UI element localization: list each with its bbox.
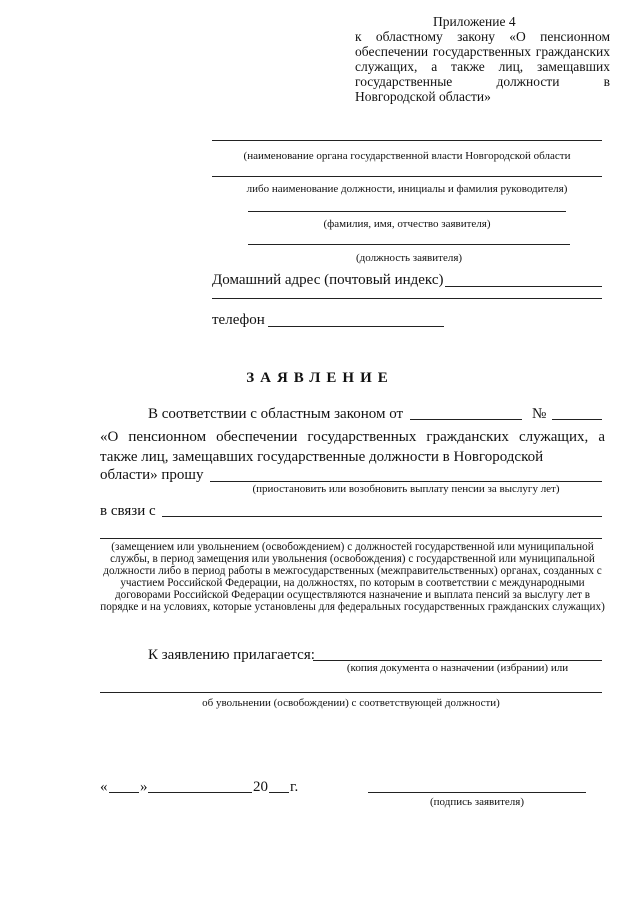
phone-label: телефон: [212, 312, 265, 328]
request-text: области» прошу: [100, 467, 204, 483]
law-date-field[interactable]: [410, 419, 522, 420]
number-sign: №: [532, 406, 547, 422]
because-label: в связи с: [100, 503, 156, 519]
signature-caption: (подпись заявителя): [429, 796, 525, 808]
appendix-header: [355, 14, 610, 104]
appendix-title: Приложение 4: [433, 14, 516, 29]
applicant-fio-caption: (фамилия, имя, отчество заявителя): [323, 218, 491, 230]
date-year-field[interactable]: [269, 792, 289, 793]
attachments-label: К заявлению прилагается:: [148, 647, 315, 663]
home-address-field-2[interactable]: [212, 298, 602, 299]
because-field[interactable]: [162, 516, 602, 517]
head-name-caption: либо наименование должности, инициалы и фамилия руководителя): [246, 183, 568, 195]
attachments-field[interactable]: [313, 660, 602, 661]
law-reference-text: В соответствии с областным законом от: [148, 406, 404, 422]
head-name-field[interactable]: [212, 176, 602, 177]
reasons-caption: (замещением или увольнением (освобождением) с должностей государственной или муниципальной службы, в период замещения или увольнения (освобождения) с государственной или муниципальной должности либо в период работы в межгосударственных (межправительственных) органах, созданных с участием Российской Федерации, на должностях, по которым в соответствии с международными договорами Российской Федерации осуществляются назначение и выплата пенсий за выслугу лет в порядке и на условиях, которые установлены для федеральных государственных гражданских служащих): [100, 541, 605, 613]
date-close-quote: »: [140, 779, 148, 795]
date-day-field[interactable]: [109, 792, 139, 793]
date-open-quote: «: [100, 779, 108, 795]
date-month-field[interactable]: [148, 792, 252, 793]
signature-field[interactable]: [368, 792, 586, 793]
applicant-position-field[interactable]: [248, 244, 570, 245]
law-number-field[interactable]: [552, 419, 602, 420]
applicant-fio-field[interactable]: [248, 211, 566, 212]
statement-title: ЗАЯВЛЕНИЕ: [246, 370, 394, 386]
appendix-law-reference: к областному закону «О пенсионном обеспечении государственных гражданских служащих, а также лиц, замещавших государственные должности в Новгородской области»: [355, 29, 610, 104]
attachments-dismissal-caption: об увольнении (освобождении) с соответствующей должности): [202, 697, 500, 709]
organ-name-field[interactable]: [212, 140, 602, 141]
home-address-label: Домашний адрес (почтовый индекс): [212, 272, 444, 288]
law-title-paragraph: «О пенсионном обеспечении государственных гражданских служащих, а также лиц, замещавших государственные должности в Новгородской: [100, 429, 605, 465]
because-field-2[interactable]: [100, 538, 602, 539]
attachments-doc-caption: (копия документа о назначении (избрании) или: [346, 662, 569, 674]
attachments-field-2[interactable]: [100, 692, 602, 693]
applicant-position-caption: (должность заявителя): [355, 252, 463, 264]
year-prefix: 20: [253, 779, 268, 795]
request-field[interactable]: [210, 481, 602, 482]
organ-name-caption: (наименование органа государственной власти Новгородской области: [243, 150, 571, 162]
year-suffix: г.: [290, 779, 299, 795]
home-address-field[interactable]: [445, 286, 602, 287]
request-caption: (приостановить или возобновить выплату пенсии за выслугу лет): [252, 483, 560, 495]
phone-field[interactable]: [268, 326, 444, 327]
